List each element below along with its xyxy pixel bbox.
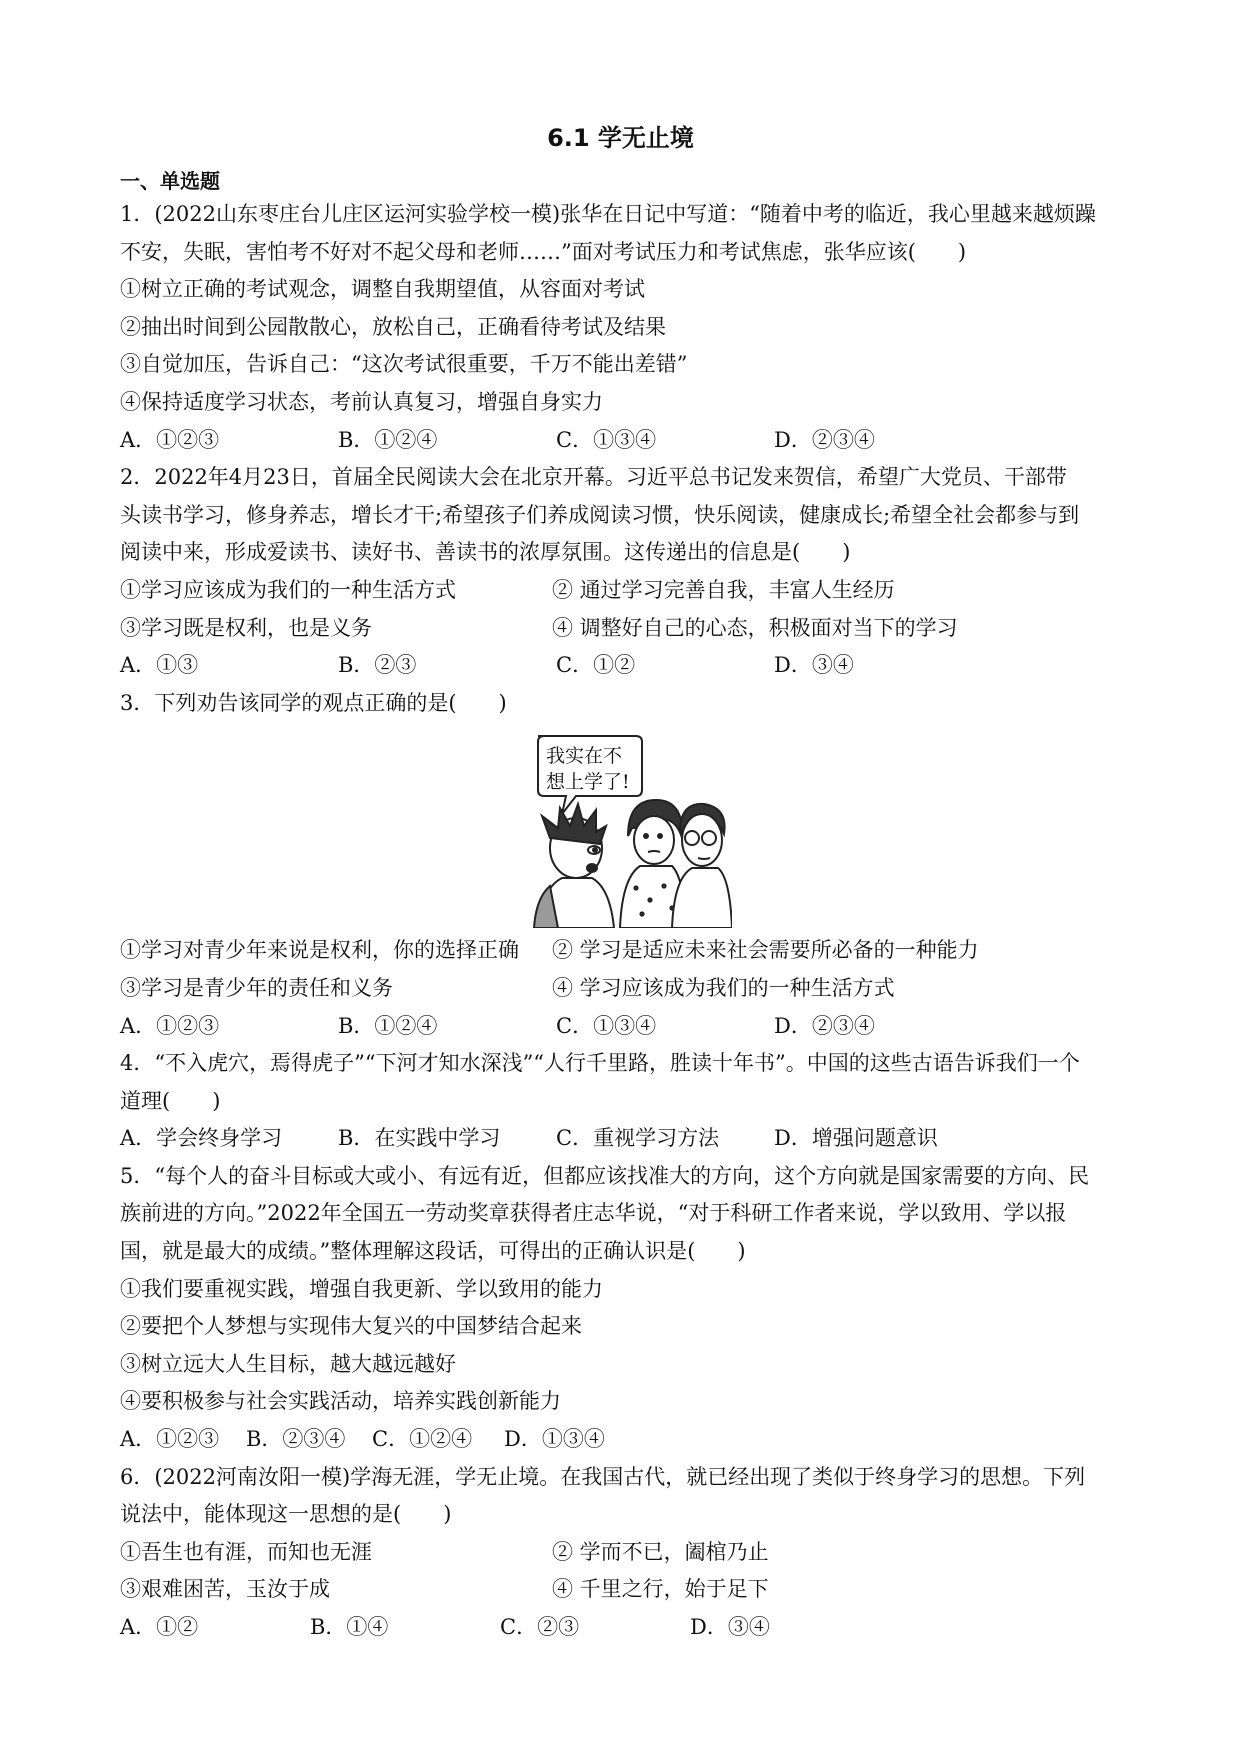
cartoon-illustration xyxy=(532,728,732,928)
option-d: D．②③④ xyxy=(774,1013,875,1038)
option-c: C．重视学习方法 xyxy=(556,1126,720,1151)
statement-item: ③学习既是权利，也是义务 xyxy=(120,615,372,640)
option-d: D．增强问题意识 xyxy=(774,1126,938,1151)
question-text-line: 阅读中来，形成爱读书、读好书、善读书的浓厚氛围。这传递出的信息是( ) xyxy=(120,540,851,565)
statement-item: ② 学而不已，阖棺乃止 xyxy=(552,1539,769,1564)
question-text-line: 国，就是最大的成绩。”整体理解这段话，可得出的正确认识是( ) xyxy=(120,1239,746,1264)
option-d: D．②③④ xyxy=(774,427,875,452)
statement-item: ③树立远大人生目标，越大越远越好 xyxy=(120,1351,456,1376)
option-a: A．①②③ xyxy=(120,1427,220,1452)
question-3 xyxy=(120,685,1130,1045)
statement-row xyxy=(120,1571,1130,1609)
statement-item: ④要积极参与社会实践活动，培养实践创新能力 xyxy=(120,1389,561,1414)
option-c: C．②③ xyxy=(500,1615,580,1639)
question-text-line: 道理( ) xyxy=(120,1088,221,1113)
document-title: 6.1 学无止境 xyxy=(547,124,694,152)
question-6 xyxy=(120,1459,1130,1647)
option-a: A．①②③ xyxy=(120,1013,220,1038)
option-c: C．①② xyxy=(556,653,636,678)
option-d: D．③④ xyxy=(774,653,854,678)
option-b: B．②③ xyxy=(338,653,417,678)
option-d: D．③④ xyxy=(690,1615,770,1639)
question-text-line: 不安，失眠，害怕考不好对不起父母和老师……”面对考试压力和考试焦虑，张华应该( ) xyxy=(120,239,967,264)
statement-item: ④ 学习应该成为我们的一种生活方式 xyxy=(552,975,895,1000)
statement-item: ③自觉加压，告诉自己：“这次考试很重要，千万不能出差错” xyxy=(120,352,688,377)
statement-item: ② 通过学习完善自我，丰富人生经历 xyxy=(552,577,895,602)
option-d: D．①③④ xyxy=(504,1427,605,1452)
statement-item: ①学习对青少年来说是权利，你的选择正确 xyxy=(120,938,519,963)
question-text-line: 2．2022年4月23日，首届全民阅读大会在北京开幕。习近平总书记发来贺信，希望广大党员、干部带 xyxy=(120,465,1067,490)
option-b: B．①②④ xyxy=(338,427,438,452)
question-text-line: 5．“每个人的奋斗目标或大或小、有远有近，但都应该找准大的方向，这个方向就是国家需要的方向、民 xyxy=(120,1163,1090,1188)
statement-item: ①吾生也有涯，而知也无涯 xyxy=(120,1539,372,1564)
bubble-text-line: 想上学了! xyxy=(546,771,630,794)
father-figure xyxy=(672,804,732,928)
bubble-text-line: 我实在不 xyxy=(546,745,623,768)
student-figure xyxy=(534,804,614,928)
statement-item: ①学习应该成为我们的一种生活方式 xyxy=(120,577,456,602)
question-1 xyxy=(120,196,1130,459)
option-a: A．①③ xyxy=(120,653,199,678)
statement-item: ② 学习是适应未来社会需要所必备的一种能力 xyxy=(552,938,979,963)
statement-row xyxy=(120,572,1130,610)
question-list xyxy=(120,196,1130,1647)
statement-item: ④ 调整好自己的心态，积极面对当下的学习 xyxy=(552,615,958,640)
question-text-line: 6．(2022河南汝阳一模)学海无涯，学无止境。在我国古代，就已经出现了类似于终身学习的思想。下列 xyxy=(120,1464,1086,1489)
question-4 xyxy=(120,1045,1130,1158)
question-text-line: 3．下列劝告该同学的观点正确的是( ) xyxy=(120,690,507,715)
statement-item: ①我们要重视实践，增强自我更新、学以致用的能力 xyxy=(120,1276,603,1301)
statement-item: ④保持适度学习状态，考前认真复习，增强自身实力 xyxy=(120,389,603,414)
question-text-line: 头读书学习，修身养志，增长才干;希望孩子们养成阅读习惯，快乐阅读，健康成长;希望全社会都参与到 xyxy=(120,502,1080,527)
answer-options xyxy=(120,1421,1130,1459)
statement-row xyxy=(120,610,1130,648)
option-b: B．在实践中学习 xyxy=(338,1126,501,1151)
answer-options xyxy=(120,1609,1130,1647)
option-c: C．①③④ xyxy=(556,1013,657,1038)
option-b: B．①④ xyxy=(310,1615,389,1639)
question-text-line: 族前进的方向。”2022年全国五一劳动奖章获得者庄志华说，“对于科研工作者来说，学以致用、学以报 xyxy=(120,1201,1067,1226)
option-a: A．①② xyxy=(120,1615,199,1639)
answer-options xyxy=(120,422,1130,460)
option-b: B．②③④ xyxy=(246,1427,346,1452)
option-c: C．①②④ xyxy=(372,1427,473,1452)
statement-row xyxy=(120,932,1130,970)
answer-options xyxy=(120,647,1130,685)
question-text-line: 4．“不入虎穴，焉得虎子”“下河才知水深浅”“人行千里路，胜读十年书”。中国的这些古语告诉我们一个 xyxy=(120,1051,1080,1076)
statement-item: ②要把个人梦想与实现伟大复兴的中国梦结合起来 xyxy=(120,1314,582,1339)
question-2 xyxy=(120,459,1130,685)
option-b: B．①②④ xyxy=(338,1013,438,1038)
option-a: A．学会终身学习 xyxy=(120,1126,283,1151)
cartoon-figure xyxy=(120,722,1130,932)
answer-options xyxy=(120,1120,1130,1158)
statement-item: ①树立正确的考试观念，调整自我期望值，从容面对考试 xyxy=(120,277,645,302)
question-text-line: 说法中，能体现这一思想的是( ) xyxy=(120,1502,452,1527)
question-5 xyxy=(120,1158,1130,1459)
question-text-line: 1．(2022山东枣庄台儿庄区运河实验学校一模)张华在日记中写道：“随着中考的临近，我心里越来越烦躁 xyxy=(120,202,1096,226)
option-a: A．①②③ xyxy=(120,427,220,452)
option-c: C．①③④ xyxy=(556,427,657,452)
statement-item: ②抽出时间到公园散散心，放松自己，正确看待考试及结果 xyxy=(120,314,666,339)
statement-item: ③学习是青少年的责任和义务 xyxy=(120,975,393,1000)
statement-row xyxy=(120,1534,1130,1572)
statement-item: ③艰难困苦，玉汝于成 xyxy=(120,1577,330,1602)
statement-row xyxy=(120,970,1130,1008)
statement-item: ④ 千里之行，始于足下 xyxy=(552,1577,769,1602)
answer-options xyxy=(120,1008,1130,1046)
section-heading: 一、单选题 xyxy=(120,169,220,193)
